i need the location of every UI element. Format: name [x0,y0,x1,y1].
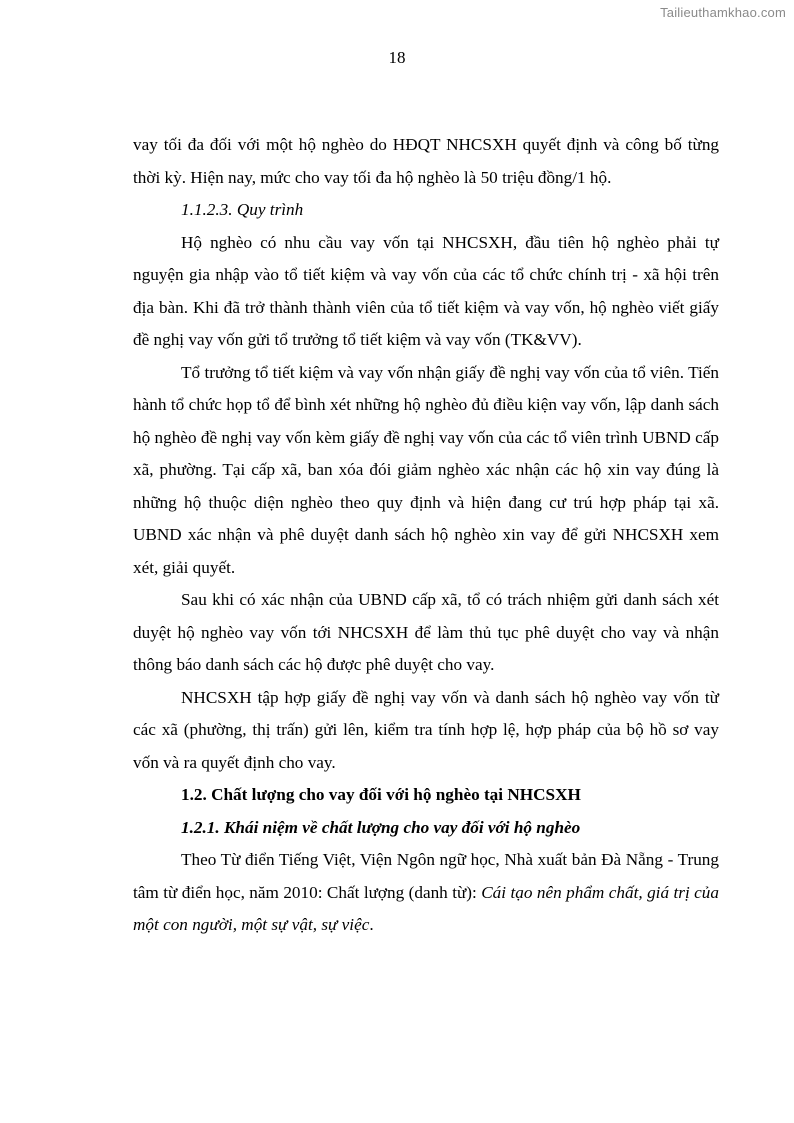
page-number: 18 [388,48,406,67]
paragraph-group-review: Tổ trưởng tổ tiết kiệm và vay vốn nhận giấy đề nghị vay vốn của tổ viên. Tiến hành tổ chức họp tổ để bình xét những hộ nghèo đủ điều kiện vay vốn, lập danh sách hộ nghèo đề nghị vay vốn kèm giấy đề nghị vay vốn của các tổ viên trình UBND cấp xã, phường. Tại cấp xã, ban xóa đói giảm nghèo xác nhận các hộ xin vay đúng là những hộ thuộc diện nghèo theo quy định và hiện đang cư trú hợp pháp tại xã. UBND xác nhận và phê duyệt danh sách hộ nghèo xin vay để gửi NHCSXH xem xét, giải quyết. [133,362,719,577]
heading-1-2: 1.2. Chất lượng cho vay đối với hộ nghèo tại NHCSXH [181,785,581,804]
definition-end: . [369,915,374,934]
paragraph-bank-decision: NHCSXH tập hợp giấy đề nghị vay vốn và danh sách hộ nghèo vay vốn từ các xã (phường, thị trấn) gửi lên, kiểm tra tính hợp lệ, hợp pháp của bộ hồ sơ vay vốn và ra quyết định cho vay. [133,687,719,772]
paragraph-submit-list: Sau khi có xác nhận của UBND cấp xã, tổ có trách nhiệm gửi danh sách xét duyệt hộ nghèo vay vốn tới NHCSXH để làm thủ tục phê duyệt cho vay và nhận thông báo danh sách các hộ được phê duyệt cho vay. [133,590,719,674]
paragraph-loan-limit: vay tối đa đối với một hộ nghèo do HĐQT NHCSXH quyết định và công bố từng thời kỳ. Hiện nay, mức cho vay tối đa hộ nghèo là 50 triệu đồng/1 hộ. [133,135,719,187]
paragraph-quality-definition [133,844,719,942]
document-body [133,129,719,942]
definition-quote: Cái tạo nên phẩm chất, giá trị của một con người, một sự vật, sự việc [133,882,719,934]
paragraph-join-group: Hộ nghèo có nhu cầu vay vốn tại NHCSXH, đầu tiên hộ nghèo phải tự nguyện gia nhập vào tổ tiết kiệm và vay vốn của các tổ chức chính trị - xã hội trên địa bàn. Khi đã trở thành thành viên của tổ tiết kiệm và vay vốn, hộ nghèo viết giấy đề nghị vay vốn gửi tổ trưởng tổ tiết kiệm và vay vốn (TK&VV). [133,232,719,349]
definition-source-text: Theo Từ điển Tiếng Việt, Viện Ngôn ngữ học, Nhà xuất bản Đà Nẵng - Trung tâm từ điển học, năm 2010: Chất lượng (danh từ): [133,850,719,902]
watermark: Tailieuthamkhao.com [660,5,786,20]
heading-1-1-2-3: 1.1.2.3. Quy trình [181,200,304,219]
heading-1-2-1: 1.2.1. Khái niệm về chất lượng cho vay đối với hộ nghèo [181,817,581,837]
